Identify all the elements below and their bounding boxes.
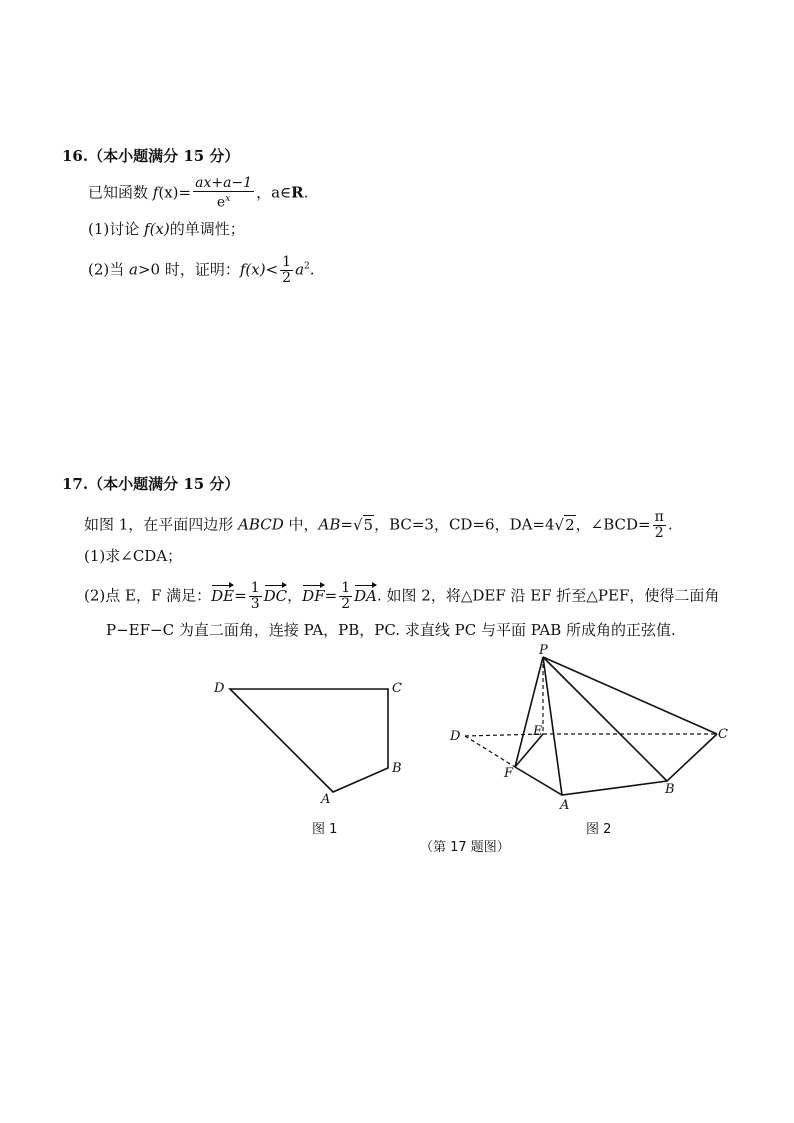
q17-statement: 如图 1，在平面四边形 ABCD 中，AB=√5，BC=3，CD=6，DA=4√2，∠BCD= $\frac{\pi}{2}$ . <box>84 509 673 541</box>
q17-part2-cont: P−EF−C 为直二面角，连接 PA，PB，PC. 求直线 PC 与平面 PAB 所成角的正弦值. <box>106 621 676 639</box>
label-p: P <box>539 643 548 658</box>
figure-2-pyramid <box>440 640 740 820</box>
quadrilateral-abcd <box>230 689 388 792</box>
q16-statement: 已知函数 f(x)= $\frac{ax+a-1}{e^x}$ ，a∈R. <box>88 175 309 211</box>
figure-1-caption: 图 1 <box>312 822 338 837</box>
q16-part1: (1)讨论 f(x)的单调性； <box>88 220 245 238</box>
figure-caption: （第 17 题图） <box>420 840 510 855</box>
label-d: D <box>214 681 225 696</box>
label-c2: C <box>718 727 728 742</box>
q16-part2: (2)当 a>0 时，证明：f(x)< $\frac{1}{2}$ $a^2$. <box>88 254 315 286</box>
label-a2: A <box>560 798 570 813</box>
label-f: F <box>504 766 514 781</box>
figure-1-quadrilateral <box>200 670 420 810</box>
figure-2-caption: 图 2 <box>586 822 612 837</box>
label-d2: D <box>450 729 461 744</box>
q17-header: 17.（本小题满分 15 分） <box>62 475 240 493</box>
label-b2: B <box>665 782 675 797</box>
label-b: B <box>392 761 402 776</box>
label-e: E <box>533 724 543 739</box>
q16-fraction: $\frac{ax+a-1}{e^x}$ <box>195 175 253 211</box>
q16-header: 16.（本小题满分 15 分） <box>62 147 240 165</box>
q17-part1: (1)求∠CDA； <box>84 547 183 565</box>
label-c: C <box>392 681 402 696</box>
q17-part2: (2)点 E，F 满足：DE= $\frac{1}{3}$ DC，DF= $\frac{1}{2}$ DA. 如图 2，将△DEF 沿 EF 折至△PEF，使得二面角 <box>84 580 720 612</box>
label-a: A <box>321 792 331 807</box>
